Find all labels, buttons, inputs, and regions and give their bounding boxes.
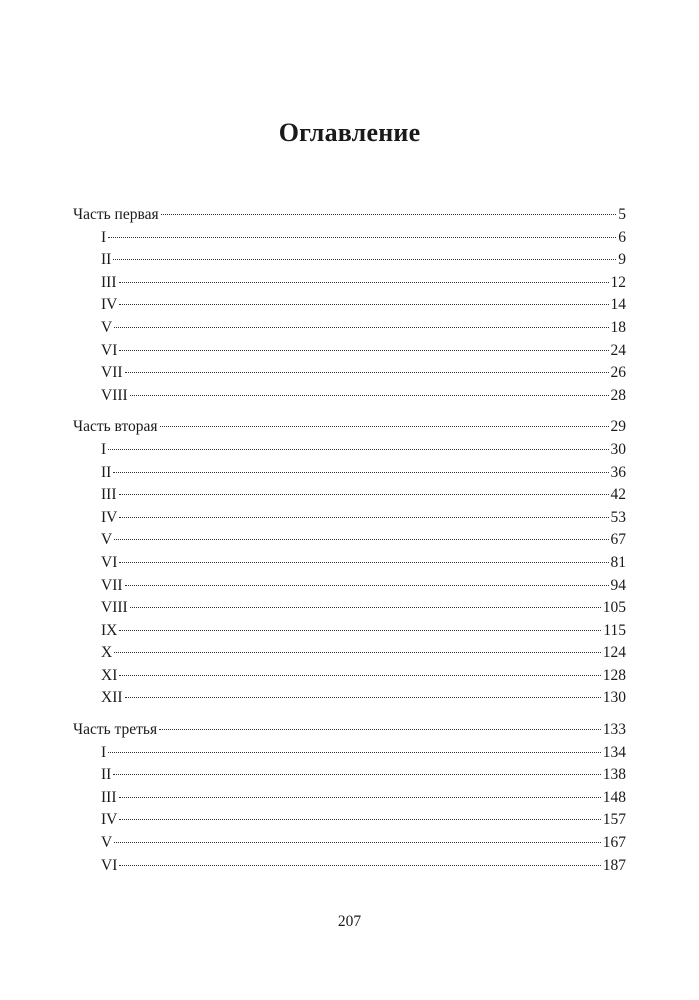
dot-leader [108, 449, 608, 450]
toc-chapter-entry [73, 484, 626, 507]
toc-chapter-title: VI [101, 553, 118, 571]
toc-chapter-page-number: 81 [610, 553, 626, 571]
toc-part-section [73, 204, 626, 407]
page-title: Оглавление [278, 118, 421, 147]
toc-chapter-entry [73, 272, 626, 295]
toc-chapter-page-number: 24 [610, 341, 626, 359]
toc-chapter-title: XII [101, 689, 123, 707]
toc-chapter-title: VIII [101, 386, 128, 404]
toc-chapter-page-number: 148 [602, 788, 626, 806]
toc-chapter-title: I [101, 743, 107, 761]
toc-chapter-title: II [101, 251, 112, 269]
toc-chapter-entry [73, 462, 626, 485]
toc-chapter-entry [73, 665, 626, 688]
dot-leader [159, 729, 601, 730]
dot-leader [119, 517, 608, 518]
toc-chapter-entry [73, 529, 626, 552]
toc-chapter-title: X [101, 644, 113, 662]
toc-chapter-entry [73, 317, 626, 340]
toc-chapter-page-number: 6 [618, 228, 626, 246]
toc-chapter-page-number: 157 [602, 811, 626, 829]
toc-chapter-entry [73, 294, 626, 317]
dot-leader [119, 304, 608, 305]
toc-chapter-entry [73, 227, 626, 250]
toc-chapter-entry [73, 439, 626, 462]
toc-chapter-title: II [101, 463, 112, 481]
dot-leader [119, 819, 600, 820]
toc-chapter-title: III [101, 486, 117, 504]
page-number: 207 [337, 913, 362, 930]
toc-chapter-title: V [101, 531, 113, 549]
toc-chapter-page-number: 53 [610, 508, 626, 526]
toc-chapter-entry [73, 832, 626, 855]
dot-leader [125, 372, 609, 373]
table-of-contents [73, 204, 626, 877]
toc-chapter-page-number: 28 [610, 386, 626, 404]
toc-chapter-title: VIII [101, 599, 128, 617]
toc-chapter-title: IX [101, 621, 118, 639]
toc-chapter-entry [73, 687, 626, 710]
dot-leader [161, 214, 617, 215]
dot-leader [130, 607, 601, 608]
dot-leader [113, 774, 600, 775]
dot-leader [113, 472, 608, 473]
toc-chapter-title: III [101, 788, 117, 806]
toc-chapter-page-number: 26 [610, 364, 626, 382]
toc-chapter-title: VI [101, 341, 118, 359]
toc-part-title: Часть первая [73, 206, 159, 223]
dot-leader [160, 426, 609, 427]
toc-chapter-title: III [101, 273, 117, 291]
toc-chapter-entry [73, 597, 626, 620]
toc-chapter-entry [73, 507, 626, 530]
toc-chapter-page-number: 124 [602, 644, 626, 662]
toc-chapter-title: IV [101, 296, 118, 314]
dot-leader [114, 652, 601, 653]
toc-chapter-page-number: 115 [603, 621, 626, 639]
toc-chapter-page-number: 128 [602, 666, 626, 684]
toc-chapter-page-number: 9 [618, 251, 626, 269]
toc-chapter-entry [73, 552, 626, 575]
toc-chapter-page-number: 12 [610, 273, 626, 291]
toc-chapter-page-number: 42 [610, 486, 626, 504]
toc-part-entry [73, 416, 626, 439]
dot-leader [119, 494, 609, 495]
toc-chapter-page-number: 134 [602, 743, 626, 761]
dot-leader [114, 842, 601, 843]
toc-chapter-title: XI [101, 666, 118, 684]
toc-chapter-entry [73, 385, 626, 408]
toc-chapter-entry [73, 575, 626, 598]
toc-chapter-title: VI [101, 856, 118, 874]
dot-leader [119, 865, 600, 866]
dot-leader [119, 350, 608, 351]
toc-chapter-page-number: 30 [610, 440, 626, 458]
dot-leader [125, 697, 601, 698]
toc-part-section [73, 719, 626, 877]
dot-leader [125, 585, 609, 586]
toc-chapter-title: I [101, 440, 107, 458]
toc-chapter-title: V [101, 318, 113, 336]
toc-part-entry [73, 204, 626, 227]
toc-chapter-title: IV [101, 508, 118, 526]
dot-leader [108, 237, 616, 238]
toc-part-title: Часть вторая [73, 418, 158, 436]
dot-leader [119, 630, 601, 631]
toc-chapter-page-number: 105 [602, 599, 626, 617]
dot-leader [119, 562, 608, 563]
toc-chapter-entry [73, 362, 626, 385]
dot-leader [119, 282, 609, 283]
dot-leader [113, 259, 616, 260]
toc-chapter-page-number: 167 [602, 834, 626, 852]
dot-leader [130, 395, 609, 396]
dot-leader [108, 752, 601, 753]
toc-chapter-page-number: 187 [602, 856, 626, 874]
toc-chapter-page-number: 14 [610, 296, 626, 314]
dot-leader [114, 539, 608, 540]
toc-chapter-entry [73, 764, 626, 787]
toc-chapter-title: I [101, 228, 107, 246]
toc-chapter-entry [73, 620, 626, 643]
toc-chapter-title: VII [101, 576, 123, 594]
toc-part-entry [73, 719, 626, 742]
toc-chapter-entry [73, 787, 626, 810]
toc-part-page-number: 133 [602, 721, 626, 739]
toc-chapter-entry [73, 249, 626, 272]
toc-chapter-title: II [101, 766, 112, 784]
toc-chapter-page-number: 67 [610, 531, 626, 549]
toc-chapter-page-number: 18 [610, 318, 626, 336]
toc-chapter-title: IV [101, 811, 118, 829]
toc-chapter-page-number: 138 [602, 766, 626, 784]
toc-chapter-title: VII [101, 364, 123, 382]
toc-chapter-entry [73, 742, 626, 765]
dot-leader [119, 675, 600, 676]
toc-part-title: Часть третья [73, 721, 158, 739]
toc-chapter-title: V [101, 834, 113, 852]
toc-part-page-number: 29 [610, 418, 626, 436]
toc-chapter-entry [73, 809, 626, 832]
dot-leader [114, 327, 608, 328]
toc-part-section [73, 416, 626, 710]
toc-chapter-entry [73, 340, 626, 363]
toc-chapter-page-number: 94 [610, 576, 626, 594]
toc-part-page-number: 5 [618, 206, 626, 223]
toc-chapter-entry [73, 642, 626, 665]
dot-leader [119, 797, 601, 798]
toc-chapter-page-number: 36 [610, 463, 626, 481]
toc-chapter-entry [73, 855, 626, 878]
toc-chapter-page-number: 130 [602, 689, 626, 707]
